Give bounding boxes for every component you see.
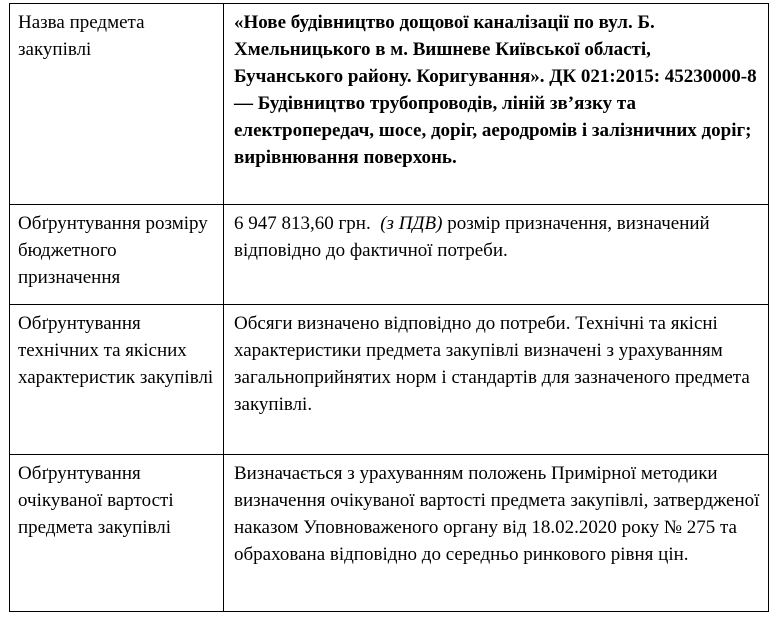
table-row [10,4,769,205]
row-value-subject: «Нове будівництво дощової каналізації по вул. Б. Хмельницького в м. Вишневе Київської області, Бучанського району. Коригування». ДК 021:2015: 45230000-8 — Будівництво трубопроводів, ліній зв’язку та електропередач, шосе, доріг, аеродромів і залізничних доріг; вирівнювання поверхонь. [224,4,769,205]
table-row [10,455,769,612]
row-label-expected-cost: Обґрунтування очікуваної вартості предмета закупівлі [10,455,224,612]
table-row [10,205,769,305]
row-value-budget [224,205,769,305]
row-value-expected-cost: Визначається з урахуванням положень Примірної методики визначення очікуваної вартості предмета закупівлі, затвердженої наказом Уповноваженого органу від 18.02.2020 року № 275 та обрахована відповідно до середньо ринкового рівня цін. [224,455,769,612]
table-row [10,305,769,455]
row-label-technical: Обґрунтування технічних та якісних характеристик закупівлі [10,305,224,455]
vat-note: (з ПДВ) [380,213,443,234]
budget-description: розмір призначення, визначений відповідно до фактичної потреби. [234,213,710,261]
budget-amount: 6 947 813,60 грн. [234,213,371,234]
row-label-budget: Обґрунтування розміру бюджетного призначення [10,205,224,305]
row-value-technical: Обсяги визначено відповідно до потреби. Технічні та якісні характеристики предмета закупівлі визначені з урахуванням загальноприйнятих норм і стандартів для зазначеного предмета закупівлі. [224,305,769,455]
row-label-subject: Назва предмета закупівлі [10,4,224,205]
procurement-justification-table [9,3,769,612]
